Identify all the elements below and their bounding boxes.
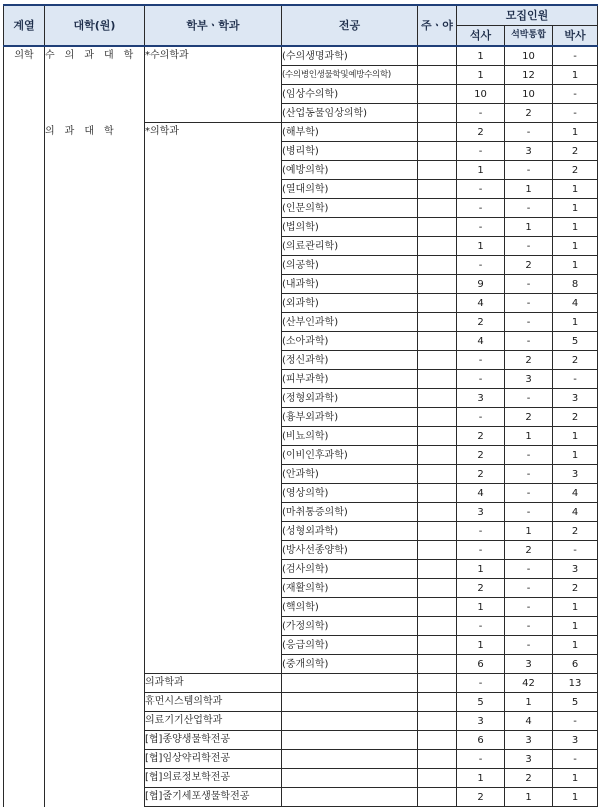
- master-count: -: [457, 351, 505, 370]
- integrated-count: -: [505, 389, 553, 408]
- doctor-count: 5: [553, 693, 598, 712]
- doctor-count: 1: [553, 769, 598, 788]
- master-count: 2: [457, 123, 505, 142]
- integrated-count: -: [505, 275, 553, 294]
- doctor-count: -: [553, 104, 598, 123]
- integrated-count: 2: [505, 351, 553, 370]
- master-count: -: [457, 180, 505, 199]
- master-count: 2: [457, 313, 505, 332]
- master-count: 5: [457, 693, 505, 712]
- master-count: -: [457, 674, 505, 693]
- master-count: 3: [457, 712, 505, 731]
- doctor-count: 1: [553, 636, 598, 655]
- department-cell: [협]의료정보학전공: [145, 769, 282, 788]
- major-cell: [282, 750, 418, 769]
- integrated-count: -: [505, 598, 553, 617]
- doctor-count: -: [553, 712, 598, 731]
- doctor-count: 3: [553, 465, 598, 484]
- doctor-count: 1: [553, 598, 598, 617]
- major-cell: (피부과학): [282, 370, 418, 389]
- integrated-count: 42: [505, 674, 553, 693]
- department-cell: 의과학과: [145, 674, 282, 693]
- day-night-cell: [418, 256, 457, 275]
- master-count: 2: [457, 446, 505, 465]
- major-cell: (수의생명과학): [282, 46, 418, 66]
- integrated-count: -: [505, 161, 553, 180]
- day-night-cell: [418, 674, 457, 693]
- master-count: 3: [457, 389, 505, 408]
- major-cell: (병리학): [282, 142, 418, 161]
- college-cell: 수의과대학: [45, 46, 145, 123]
- day-night-cell: [418, 579, 457, 598]
- doctor-count: 1: [553, 788, 598, 807]
- day-night-cell: [418, 275, 457, 294]
- major-cell: [282, 788, 418, 807]
- day-night-cell: [418, 769, 457, 788]
- major-cell: (인문의학): [282, 199, 418, 218]
- day-night-cell: [418, 484, 457, 503]
- day-night-cell: [418, 313, 457, 332]
- table-body: [4, 46, 598, 807]
- doctor-count: 2: [553, 522, 598, 541]
- integrated-count: -: [505, 465, 553, 484]
- doctor-count: 2: [553, 142, 598, 161]
- master-count: 4: [457, 484, 505, 503]
- header-recruit: 모집인원: [457, 5, 598, 26]
- integrated-count: -: [505, 237, 553, 256]
- day-night-cell: [418, 332, 457, 351]
- department-cell: [협]줄기세포생물학전공: [145, 788, 282, 807]
- major-cell: (내과학): [282, 275, 418, 294]
- header-department: 학부ㆍ학과: [145, 5, 282, 46]
- day-night-cell: [418, 693, 457, 712]
- major-cell: [282, 769, 418, 788]
- day-night-cell: [418, 142, 457, 161]
- doctor-count: 2: [553, 351, 598, 370]
- day-night-cell: [418, 503, 457, 522]
- major-cell: (흉부외과학): [282, 408, 418, 427]
- doctor-count: 1: [553, 66, 598, 85]
- doctor-count: 5: [553, 332, 598, 351]
- major-cell: (의공학): [282, 256, 418, 275]
- master-count: 1: [457, 560, 505, 579]
- integrated-count: -: [505, 560, 553, 579]
- doctor-count: -: [553, 46, 598, 66]
- major-cell: (핵의학): [282, 598, 418, 617]
- master-count: 1: [457, 46, 505, 66]
- master-count: 6: [457, 655, 505, 674]
- major-cell: (영상의학): [282, 484, 418, 503]
- major-cell: (방사선종양학): [282, 541, 418, 560]
- major-cell: (중개의학): [282, 655, 418, 674]
- major-cell: (마취통증의학): [282, 503, 418, 522]
- major-cell: [282, 731, 418, 750]
- day-night-cell: [418, 655, 457, 674]
- doctor-count: 1: [553, 617, 598, 636]
- major-cell: (이비인후과학): [282, 446, 418, 465]
- day-night-cell: [418, 788, 457, 807]
- integrated-count: -: [505, 484, 553, 503]
- doctor-count: 1: [553, 237, 598, 256]
- day-night-cell: [418, 465, 457, 484]
- category-cell: 의학: [4, 46, 45, 807]
- department-cell: [협]종양생물학전공: [145, 731, 282, 750]
- day-night-cell: [418, 427, 457, 446]
- master-count: 2: [457, 788, 505, 807]
- doctor-count: -: [553, 85, 598, 104]
- master-count: -: [457, 218, 505, 237]
- department-cell: 휴먼시스템의학과: [145, 693, 282, 712]
- doctor-count: 1: [553, 123, 598, 142]
- major-cell: (법의학): [282, 218, 418, 237]
- integrated-count: -: [505, 617, 553, 636]
- master-count: 1: [457, 66, 505, 85]
- integrated-count: -: [505, 503, 553, 522]
- major-cell: (예방의학): [282, 161, 418, 180]
- master-count: -: [457, 408, 505, 427]
- doctor-count: 1: [553, 199, 598, 218]
- day-night-cell: [418, 731, 457, 750]
- header-integrated: 석박통합: [505, 26, 553, 47]
- master-count: 2: [457, 579, 505, 598]
- master-count: 9: [457, 275, 505, 294]
- integrated-count: -: [505, 313, 553, 332]
- doctor-count: 1: [553, 218, 598, 237]
- integrated-count: 1: [505, 427, 553, 446]
- integrated-count: 12: [505, 66, 553, 85]
- master-count: 3: [457, 503, 505, 522]
- major-cell: (재활의학): [282, 579, 418, 598]
- doctor-count: 1: [553, 256, 598, 275]
- doctor-count: 4: [553, 484, 598, 503]
- day-night-cell: [418, 446, 457, 465]
- table-header: [4, 5, 598, 46]
- day-night-cell: [418, 351, 457, 370]
- major-cell: (검사의학): [282, 560, 418, 579]
- day-night-cell: [418, 408, 457, 427]
- major-cell: (정신과학): [282, 351, 418, 370]
- major-cell: (성형외과학): [282, 522, 418, 541]
- day-night-cell: [418, 370, 457, 389]
- integrated-count: -: [505, 579, 553, 598]
- department-cell: *의학과: [145, 123, 282, 674]
- table-row: [4, 123, 598, 142]
- day-night-cell: [418, 237, 457, 256]
- integrated-count: 10: [505, 85, 553, 104]
- major-cell: (가정의학): [282, 617, 418, 636]
- major-cell: (소아과학): [282, 332, 418, 351]
- master-count: -: [457, 256, 505, 275]
- major-cell: (안과학): [282, 465, 418, 484]
- doctor-count: -: [553, 541, 598, 560]
- integrated-count: 1: [505, 693, 553, 712]
- day-night-cell: [418, 560, 457, 579]
- doctor-count: 2: [553, 579, 598, 598]
- master-count: -: [457, 617, 505, 636]
- day-night-cell: [418, 541, 457, 560]
- major-cell: (정형외과학): [282, 389, 418, 408]
- doctor-count: 4: [553, 294, 598, 313]
- master-count: 2: [457, 427, 505, 446]
- major-cell: (수의병인생물학및예방수의학): [282, 66, 418, 85]
- major-cell: (비뇨의학): [282, 427, 418, 446]
- doctor-count: 6: [553, 655, 598, 674]
- master-count: -: [457, 750, 505, 769]
- master-count: 4: [457, 332, 505, 351]
- header-category: 계열: [4, 5, 45, 46]
- master-count: -: [457, 370, 505, 389]
- day-night-cell: [418, 389, 457, 408]
- doctor-count: -: [553, 370, 598, 389]
- header-day-night: 주ㆍ야: [418, 5, 457, 46]
- doctor-count: 3: [553, 731, 598, 750]
- integrated-count: -: [505, 636, 553, 655]
- table-row: [4, 46, 598, 66]
- doctor-count: 4: [553, 503, 598, 522]
- doctor-count: 1: [553, 313, 598, 332]
- integrated-count: 3: [505, 142, 553, 161]
- integrated-count: 3: [505, 370, 553, 389]
- master-count: -: [457, 522, 505, 541]
- header-doctor: 박사: [553, 26, 598, 47]
- day-night-cell: [418, 712, 457, 731]
- department-cell: [협]임상약리학전공: [145, 750, 282, 769]
- integrated-count: 1: [505, 522, 553, 541]
- integrated-count: -: [505, 123, 553, 142]
- day-night-cell: [418, 522, 457, 541]
- master-count: 4: [457, 294, 505, 313]
- day-night-cell: [418, 161, 457, 180]
- integrated-count: -: [505, 332, 553, 351]
- integrated-count: -: [505, 446, 553, 465]
- integrated-count: 3: [505, 731, 553, 750]
- doctor-count: 1: [553, 446, 598, 465]
- integrated-count: -: [505, 294, 553, 313]
- master-count: -: [457, 142, 505, 161]
- integrated-count: 3: [505, 750, 553, 769]
- recruitment-table: [3, 4, 598, 807]
- master-count: 6: [457, 731, 505, 750]
- master-count: 1: [457, 161, 505, 180]
- master-count: 1: [457, 636, 505, 655]
- day-night-cell: [418, 598, 457, 617]
- doctor-count: 3: [553, 560, 598, 579]
- integrated-count: 2: [505, 769, 553, 788]
- major-cell: (응급의학): [282, 636, 418, 655]
- integrated-count: 2: [505, 104, 553, 123]
- day-night-cell: [418, 218, 457, 237]
- major-cell: [282, 674, 418, 693]
- day-night-cell: [418, 199, 457, 218]
- day-night-cell: [418, 750, 457, 769]
- doctor-count: 3: [553, 389, 598, 408]
- doctor-count: 13: [553, 674, 598, 693]
- integrated-count: 4: [505, 712, 553, 731]
- day-night-cell: [418, 85, 457, 104]
- master-count: 1: [457, 237, 505, 256]
- integrated-count: 3: [505, 655, 553, 674]
- department-cell: 의료기기산업학과: [145, 712, 282, 731]
- department-cell: *수의학과: [145, 46, 282, 123]
- master-count: -: [457, 541, 505, 560]
- integrated-count: 1: [505, 218, 553, 237]
- doctor-count: 1: [553, 180, 598, 199]
- doctor-count: 1: [553, 427, 598, 446]
- integrated-count: -: [505, 199, 553, 218]
- integrated-count: 2: [505, 256, 553, 275]
- major-cell: (산업동물임상의학): [282, 104, 418, 123]
- major-cell: [282, 712, 418, 731]
- doctor-count: 2: [553, 161, 598, 180]
- major-cell: (산부인과학): [282, 313, 418, 332]
- day-night-cell: [418, 123, 457, 142]
- doctor-count: 8: [553, 275, 598, 294]
- master-count: -: [457, 199, 505, 218]
- day-night-cell: [418, 636, 457, 655]
- day-night-cell: [418, 180, 457, 199]
- day-night-cell: [418, 294, 457, 313]
- day-night-cell: [418, 617, 457, 636]
- major-cell: (열대의학): [282, 180, 418, 199]
- major-cell: (의료관리학): [282, 237, 418, 256]
- major-cell: (임상수의학): [282, 85, 418, 104]
- major-cell: (외과학): [282, 294, 418, 313]
- major-cell: (해부학): [282, 123, 418, 142]
- integrated-count: 2: [505, 541, 553, 560]
- doctor-count: 2: [553, 408, 598, 427]
- day-night-cell: [418, 66, 457, 85]
- header-college: 대학(원): [45, 5, 145, 46]
- day-night-cell: [418, 104, 457, 123]
- master-count: 1: [457, 769, 505, 788]
- integrated-count: 1: [505, 180, 553, 199]
- master-count: 10: [457, 85, 505, 104]
- college-cell: 의과대학: [45, 123, 145, 807]
- day-night-cell: [418, 46, 457, 66]
- master-count: 2: [457, 465, 505, 484]
- header-major: 전공: [282, 5, 418, 46]
- header-master: 석사: [457, 26, 505, 47]
- integrated-count: 1: [505, 788, 553, 807]
- integrated-count: 2: [505, 408, 553, 427]
- master-count: -: [457, 104, 505, 123]
- integrated-count: 10: [505, 46, 553, 66]
- major-cell: [282, 693, 418, 712]
- master-count: 1: [457, 598, 505, 617]
- doctor-count: -: [553, 750, 598, 769]
